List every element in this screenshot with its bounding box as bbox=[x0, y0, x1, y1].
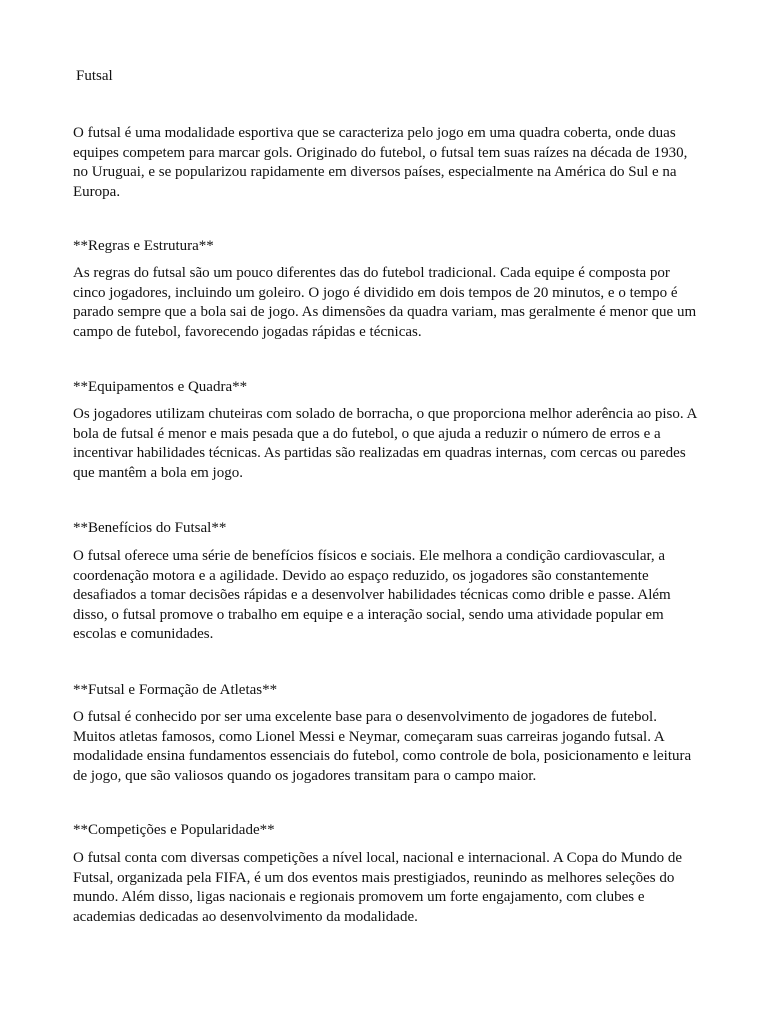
section-heading-regras: **Regras e Estrutura** bbox=[73, 238, 214, 254]
section-body-competicoes: O futsal conta com diversas competições a nível local, nacional e internacional. A Copa do Mundo de Futsal, organizada pela FIFA, é um dos eventos mais prestigiados, reunindo as melhores seleções do mundo. Além disso, ligas nacionais e regionais promovem um forte engajamento, com clubes e academias dedicadas ao desenvolvimento da modalidade. bbox=[73, 850, 682, 925]
document-title: Futsal bbox=[76, 68, 113, 84]
intro-paragraph: O futsal é uma modalidade esportiva que se caracteriza pelo jogo em uma quadra coberta, onde duas equipes competem para marcar gols. Originado do futebol, o futsal tem suas raízes na década de 1930, no Uruguai, e se popularizou rapidamente em diversos países, especialmente na América do Sul e na Europa. bbox=[73, 125, 688, 200]
section-body-equipamentos: Os jogadores utilizam chuteiras com solado de borracha, o que proporciona melhor aderência ao piso. A bola de futsal é menor e mais pesada que a do futebol, o que ajuda a reduzir o número de erros e a incentivar habilidades técnicas. As partidas são realizadas em quadras internas, com cercas ou paredes que mantêm a bola em jogo. bbox=[73, 406, 697, 481]
section-heading-competicoes: **Competições e Popularidade** bbox=[73, 822, 275, 838]
section-heading-equipamentos: **Equipamentos e Quadra** bbox=[73, 379, 248, 395]
section-body-formacao: O futsal é conhecido por ser uma excelente base para o desenvolvimento de jogadores de futebol. Muitos atletas famosos, como Lionel Messi e Neymar, começaram suas carreiras jogando futsal. A modalidade ensina fundamentos essenciais do futebol, como controle de bola, posicionamento e leitura de jogo, que são valiosos quando os jogadores transitam para o campo maior. bbox=[73, 709, 692, 784]
section-heading-beneficios: **Benefícios do Futsal** bbox=[73, 520, 227, 536]
section-heading-formacao: **Futsal e Formação de Atletas** bbox=[73, 682, 278, 698]
section-body-beneficios: O futsal oferece uma série de benefícios físicos e sociais. Ele melhora a condição cardiovascular, a coordenação motora e a agilidade. Devido ao espaço reduzido, os jogadores são constantemente desafiados a tomar decisões rápidas e a desenvolver habilidades técnicas como drible e passe. Além disso, o futsal promove o trabalho em equipe e a interação social, sendo uma atividade popular em escolas e comunidades. bbox=[73, 548, 671, 642]
section-body-regras: As regras do futsal são um pouco diferentes das do futebol tradicional. Cada equipe é composta por cinco jogadores, incluindo um goleiro. O jogo é dividido em dois tempos de 20 minutos, e o tempo é parado sempre que a bola sai de jogo. As dimensões da quadra variam, mas geralmente é menor que um campo de futebol, favorecendo jogadas rápidas e técnicas. bbox=[73, 265, 697, 340]
